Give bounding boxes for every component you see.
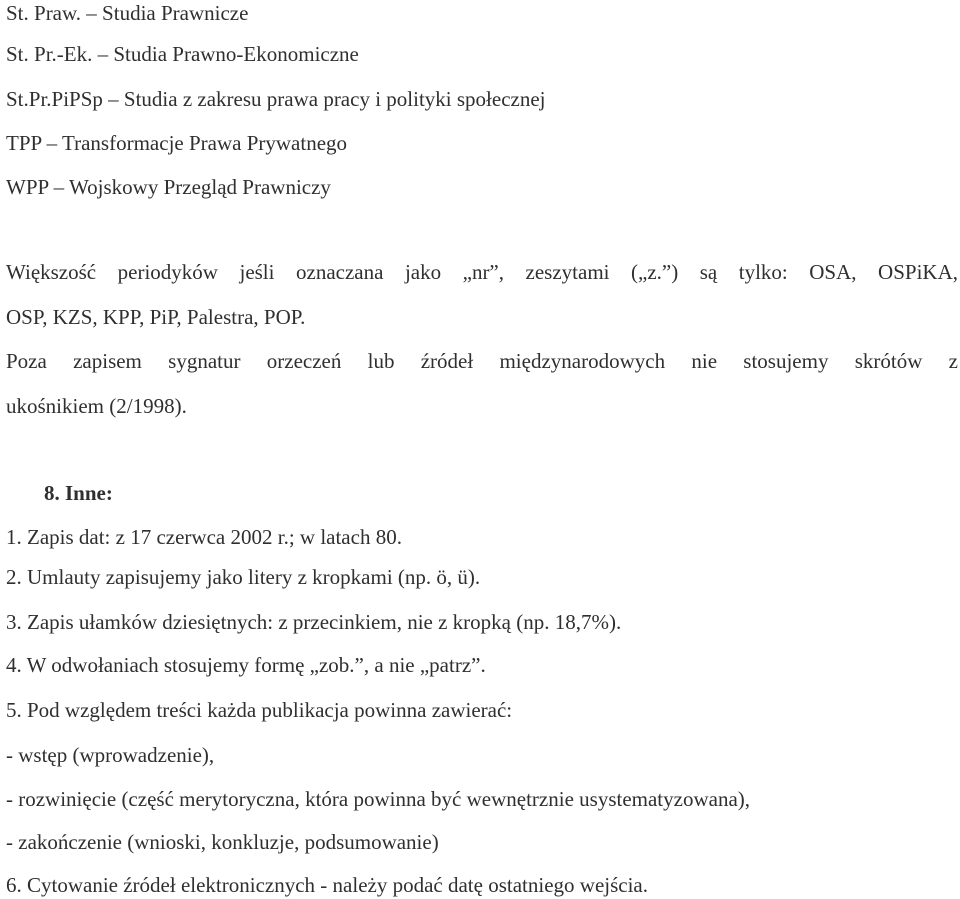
section-number: 8. bbox=[44, 481, 60, 505]
paragraph-periodicals-line: OSP, KZS, KPP, PiP, Palestra, POP. bbox=[6, 305, 306, 329]
abbreviation-line: St. Pr.-Ek. – Studia Prawno-Ekonomiczne bbox=[6, 42, 359, 66]
list-item: 3. Zapis ułamków dziesiętnych: z przecinkiem, nie z kropką (np. 18,7%). bbox=[6, 610, 622, 634]
list-item: 2. Umlauty zapisujemy jako litery z kropkami (np. ö, ü). bbox=[6, 565, 481, 589]
abbreviation-line: TPP – Transformacje Prawa Prywatnego bbox=[6, 131, 348, 155]
section-heading bbox=[44, 480, 113, 506]
paragraph-signatures-line: Poza zapisem sygnatur orzeczeń lub źródeł międzynarodowych nie stosujemy skrótów z bbox=[6, 349, 958, 373]
list-item: 4. W odwołaniach stosujemy formę „zob.”, a nie „patrz”. bbox=[6, 653, 486, 677]
paragraph-periodicals-line: Większość periodyków jeśli oznaczana jako „nr”, zeszytami („z.”) są tylko: OSA, OSPiKA, bbox=[6, 260, 958, 284]
paragraph-signatures-line: ukośnikiem (2/1998). bbox=[6, 394, 187, 418]
list-item: - rozwinięcie (część merytoryczna, która powinna być wewnętrznie usystematyzowana), bbox=[6, 787, 751, 811]
abbreviation-line: WPP – Wojskowy Przegląd Prawniczy bbox=[6, 175, 331, 199]
list-item: - wstęp (wprowadzenie), bbox=[6, 743, 215, 767]
section-title: Inne: bbox=[65, 481, 113, 505]
list-item: - zakończenie (wnioski, konkluzje, podsumowanie) bbox=[6, 830, 439, 854]
abbreviation-line: St. Praw. – Studia Prawnicze bbox=[6, 1, 249, 25]
list-item: 1. Zapis dat: z 17 czerwca 2002 r.; w latach 80. bbox=[6, 525, 402, 549]
list-item: 5. Pod względem treści każda publikacja powinna zawierać: bbox=[6, 698, 513, 722]
abbreviation-line: St.Pr.PiPSp – Studia z zakresu prawa pracy i polityki społecznej bbox=[6, 87, 546, 111]
list-item: 6. Cytowanie źródeł elektronicznych - należy podać datę ostatniego wejścia. bbox=[6, 873, 648, 897]
